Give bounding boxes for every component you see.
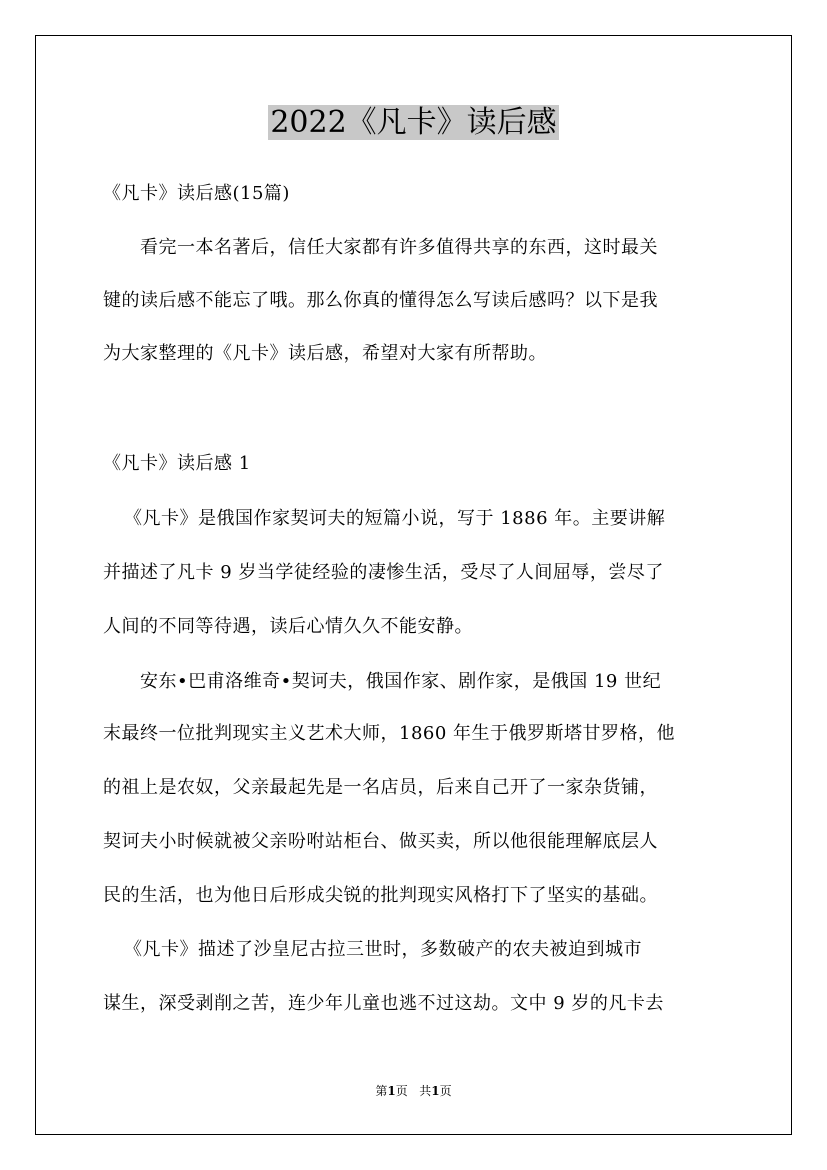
- paragraph1-line: 并描述了凡卡 9 岁当学徒经验的凄惨生活，受尽了人间屈辱，尝尽了: [103, 562, 664, 583]
- paragraph2-line: 民的生活，也为他日后形成尖锐的批判现实风格打下了坚实的基础。: [103, 885, 658, 906]
- document-subtitle: 《凡卡》读后感(15篇): [103, 183, 290, 204]
- footer-total-prefix: 共: [419, 1084, 432, 1098]
- paragraph2-line: 末最终一位批判现实主义艺术大师，1860 年生于俄罗斯塔甘罗格，他: [103, 723, 676, 744]
- intro-line: 键的读后感不能忘了哦。那么你真的懂得怎么写读后感吗？以下是我: [103, 290, 658, 311]
- footer-total-number: 1: [431, 1084, 440, 1098]
- footer-page-prefix: 第: [375, 1084, 388, 1098]
- document-title: 2022《凡卡》读后感: [270, 105, 557, 140]
- paragraph2-line: 安东•巴甫洛维奇•契诃夫，俄国作家、剧作家，是俄国 19 世纪: [140, 671, 662, 692]
- paragraph2-line: 契诃夫小时候就被父亲吩咐站柜台、做买卖，所以他很能理解底层人: [103, 831, 658, 852]
- footer-page-number: 1: [387, 1084, 396, 1098]
- footer-page-suffix: 页: [395, 1084, 408, 1098]
- intro-line: 为大家整理的《凡卡》读后感，希望对大家有所帮助。: [103, 343, 547, 364]
- paragraph1-line: 人间的不同等待遇，读后心情久久不能安静。: [103, 616, 473, 637]
- page-footer: [0, 1083, 827, 1099]
- paragraph3-line: 《凡卡》描述了沙皇尼古拉三世时，多数破产的农夫被迫到城市: [124, 939, 642, 960]
- section-heading: 《凡卡》读后感 1: [103, 453, 251, 474]
- footer-total-suffix: 页: [439, 1084, 452, 1098]
- paragraph3-line: 谋生，深受剥削之苦，连少年儿童也逃不过这劫。文中 9 岁的凡卡去: [103, 993, 664, 1014]
- paragraph2-line: 的祖上是农奴，父亲最起先是一名店员，后来自己开了一家杂货铺，: [103, 777, 658, 798]
- paragraph1-line: 《凡卡》是俄国作家契诃夫的短篇小说，写于 1886 年。主要讲解: [124, 508, 666, 529]
- intro-line: 看完一本名著后，信任大家都有许多值得共享的东西，这时最关: [140, 237, 658, 258]
